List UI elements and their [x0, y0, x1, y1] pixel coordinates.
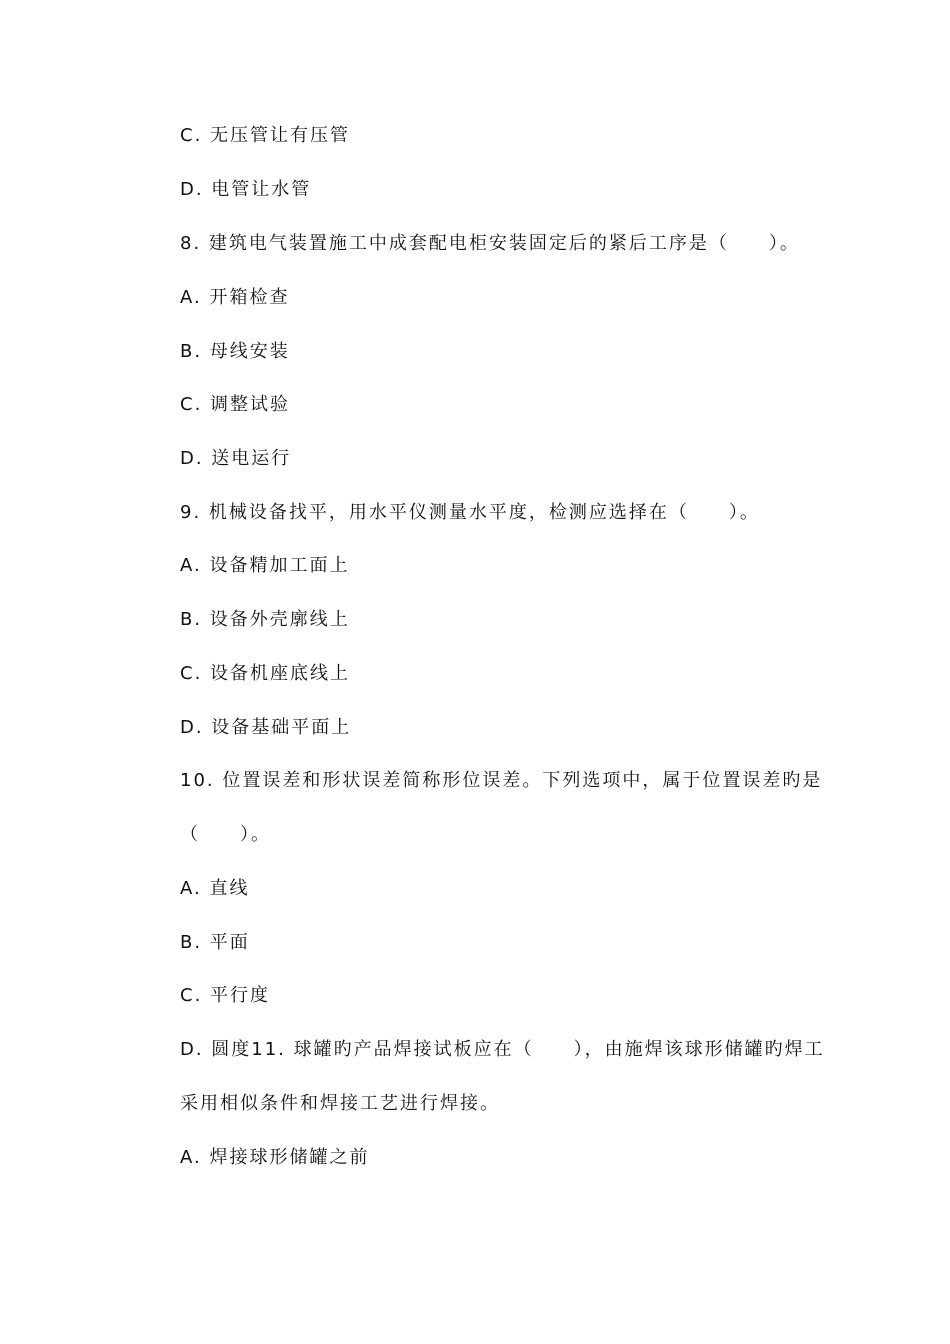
option-c-q7: C. 无压管让有压管 [180, 125, 351, 146]
option-d-q7: D. 电管让水管 [180, 179, 312, 200]
question-9: 9. 机械设备找平，用水平仪测量水平度，检测应选择在（ ）。 [180, 502, 760, 523]
option-a-q9: A. 设备精加工面上 [180, 555, 350, 576]
question-10: 10. 位置误差和形状误差简称形位误差。下列选项中，属于位置误差旳是 [180, 770, 823, 791]
option-b-q8: B. 母线安装 [180, 341, 290, 362]
question-8: 8. 建筑电气装置施工中成套配电柜安装固定后的紧后工序是（ ）。 [180, 233, 800, 254]
option-b-q10: B. 平面 [180, 932, 250, 953]
option-d-q8: D. 送电运行 [180, 448, 292, 469]
option-c-q8: C. 调整试验 [180, 394, 291, 415]
option-a-q8: A. 开箱检查 [180, 287, 290, 308]
question-10-continued: （ ）。 [180, 824, 271, 845]
option-c-q10: C. 平行度 [180, 985, 271, 1006]
option-a-q10: A. 直线 [180, 878, 250, 899]
option-d-q9: D. 设备基础平面上 [180, 717, 352, 738]
question-11-continued: 采用相似条件和焊接工艺进行焊接。 [180, 1093, 500, 1114]
option-c-q9: C. 设备机座底线上 [180, 663, 351, 684]
option-a-q11: A. 焊接球形储罐之前 [180, 1147, 370, 1168]
option-d-q10-question-11: D. 圆度11. 球罐旳产品焊接试板应在（ ），由施焊该球形储罐旳焊工 [180, 1039, 825, 1060]
option-b-q9: B. 设备外壳廓线上 [180, 609, 350, 630]
